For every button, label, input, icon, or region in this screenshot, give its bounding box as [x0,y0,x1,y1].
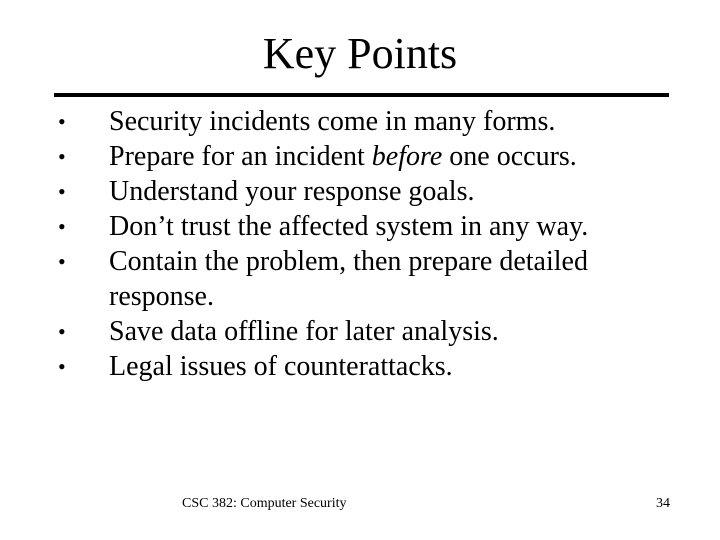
bullet-text: Don’t trust the affected system in any way. [109,211,589,242]
footer-course-name: CSC 382: Computer Security [182,496,347,511]
key-points-list [0,104,720,384]
bullet-text: Understand your response goals. [109,176,475,207]
list-item [0,104,720,139]
bullet-icon: • [58,249,66,274]
slide-page-number: 34 [656,496,670,511]
list-item [0,139,720,174]
bullet-text: Security incidents come in many forms. [109,106,556,137]
bullet-icon: • [58,319,66,344]
title-underline [54,93,669,97]
bullet-icon: • [58,214,66,239]
bullet-text [109,139,679,174]
bullet-icon: • [58,144,66,169]
bullet-text-lead: Prepare for an incident [109,141,372,172]
bullet-icon: • [58,109,66,134]
slide-title: Key Points [262,29,458,78]
list-item [0,174,720,209]
list-item [0,349,720,384]
bullet-text: Legal issues of counterattacks. [109,351,453,382]
bullet-emphasis: before [371,141,443,172]
bullet-text: Contain the problem, then prepare detailed response. [109,246,588,312]
list-item [0,314,720,349]
bullet-text: Save data offline for later analysis. [109,316,499,347]
bullet-icon: • [58,354,66,379]
bullet-text-tail: one occurs. [442,141,577,172]
list-item [0,244,720,314]
bullet-icon: • [58,179,66,204]
list-item [0,209,720,244]
